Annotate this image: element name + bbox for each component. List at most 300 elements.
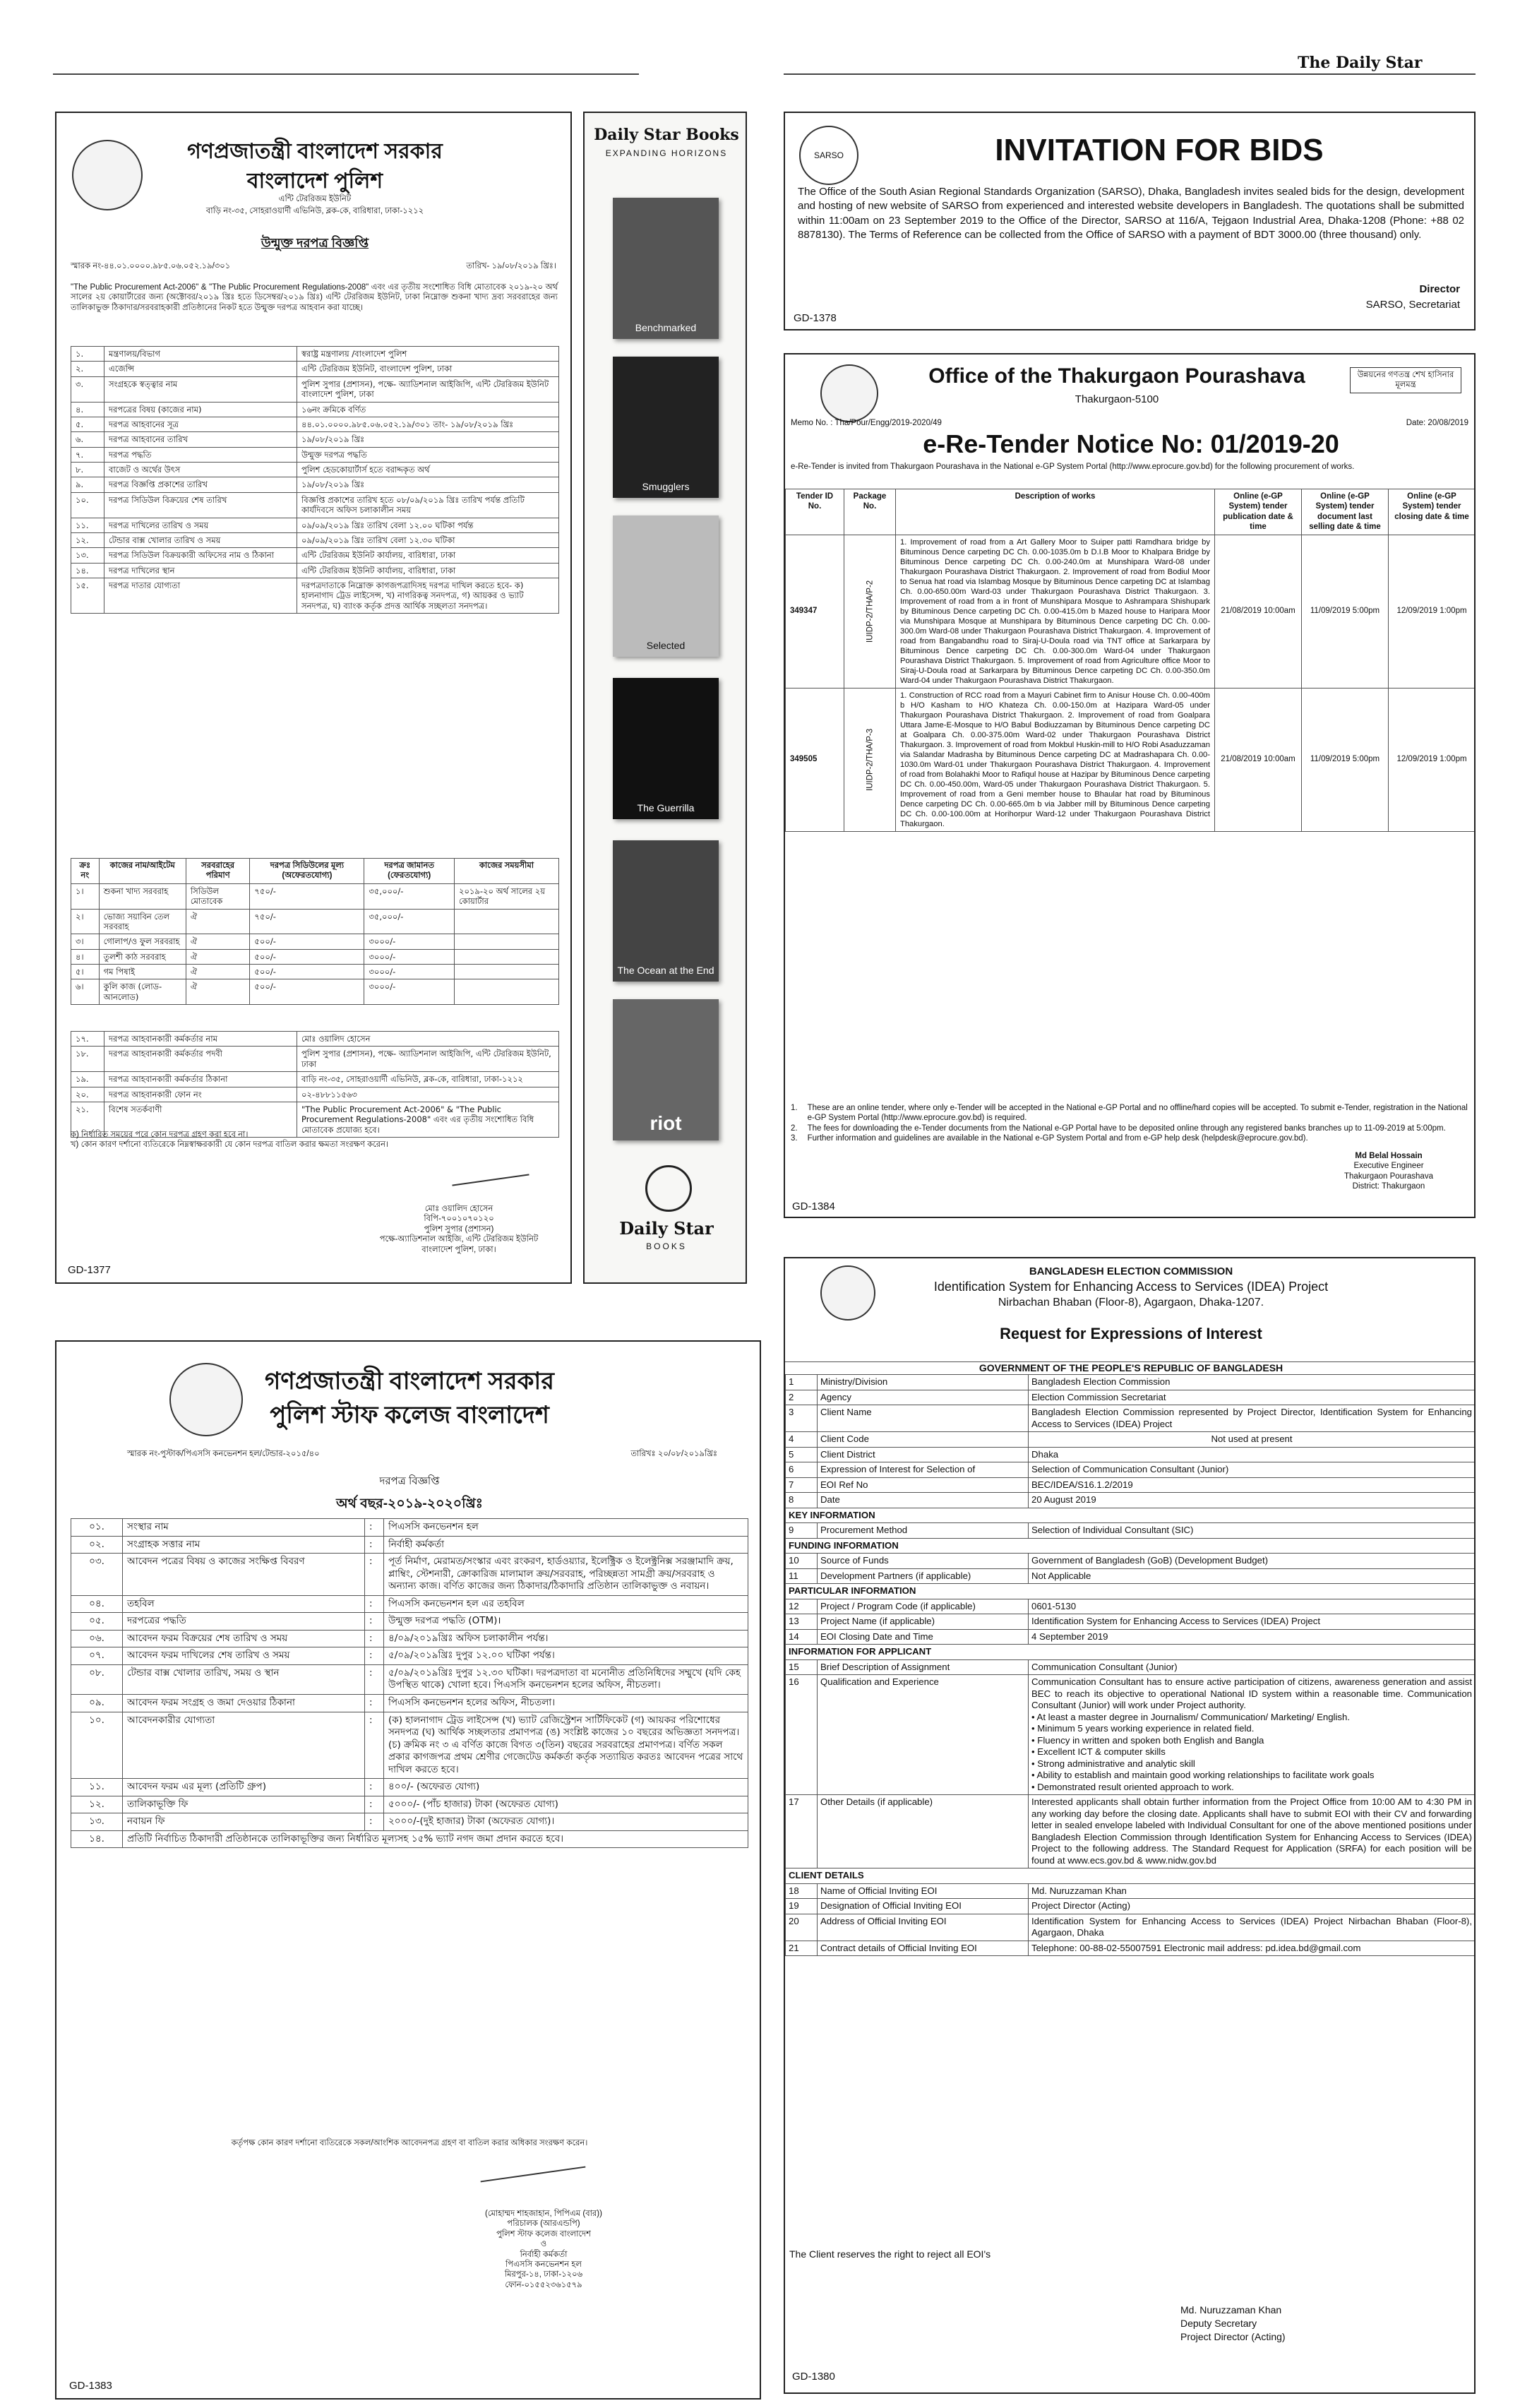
item-cell	[454, 949, 558, 964]
bec-gov: GOVERNMENT OF THE PEOPLE'S REPUBLIC OF BANGLADESH	[785, 1361, 1476, 1373]
row-label: Client Name	[818, 1405, 1029, 1432]
note-number: 3.	[791, 1134, 798, 1143]
note-item	[791, 1103, 1468, 1123]
row-value: Election Commission Secretariat	[1029, 1390, 1476, 1405]
table-row	[71, 1830, 748, 1848]
row-value: Project Director (Acting)	[1029, 1899, 1476, 1914]
note-b: খ) কোন কারণ দর্শানো ব্যতিরেকে নিম্নস্বাক্ষরকারী যে কোন দরপত্র বাতিল করার ক্ষমতা সংরক্ষণ করেন।	[71, 1140, 389, 1150]
section-title: FUNDING INFORMATION	[786, 1538, 1476, 1554]
sign-line: বিপি-৭০০১০৭০১২০	[424, 1215, 494, 1224]
row-number: ৭.	[71, 447, 104, 462]
package-no: IUIDP-2/THA/P-2	[844, 535, 896, 688]
tk-title: e-Re-Tender Notice No: 01/2019-20	[923, 429, 1339, 458]
note-text: Further information and guidelines are available in the National e-GP System Portal and from e-GP help desk (helpdesk@eprocure.gov.bd).	[807, 1134, 1308, 1143]
table-row	[71, 1664, 748, 1694]
item-cell: ৩০০০/-	[364, 934, 455, 949]
item-cell: ১।	[71, 883, 100, 909]
row-label: Designation of Official Inviting EOI	[818, 1899, 1029, 1914]
column-header: সরবরাহের পরিমাণ	[186, 859, 250, 884]
works-description: 1. Construction of RCC road from a Mayuri Cabinet firm to Anisur House Ch. 0.00-400m b H/O Kasham to H/O Khateza Ch. 0.00-150.0m at Hazipara Ward-05 under Thakurgaon Pourashava District Thakurgaon. 2. Improvement of road from Goalpara Uttara Jame-E-Mosque to H/O Babul Bodiuzzaman by Bituminous Dence carpeting DC at Goalpara Ch. 0.00-375.00m Ward-02 under Thakurgaon Pourashava District Thakurgaon. 3. Improvement of road from Mokbul Huskin-mill to H/O Robi Asaduzzaman via Salandar Madrasha by Bituminous Dence carpeting DC at Madrashapara Ch. 0.00-1030.0m Ward-01 under Thakurgaon Pourashava District Thakurgaon. 4. Improvement of road from Bolahakhi Moor to Rafiqul house at Hazipar by Bituminous Dence carpeting DC Ch. 0.00-450.00m, Ward-05 under Thakurgaon Pourashava District Thakurgaon. 5. Improvement of road from a Geni member house to Bhaular hat road by Bituminous Dence carpeting DC Ch. 0.00-665.0m b via Jabber mill by Bituminous Dence carpeting DC Ch. 0.00-100.00m at Horihorpur Ward-12 under Thakurgaon Pourashava District Thakurgaon.	[896, 688, 1215, 831]
signature	[481, 2166, 586, 2183]
row-label: দরপত্র আহবানকারী কর্মকর্তার নাম	[104, 1032, 297, 1047]
column-header: দরপত্র সিডিউলের মূল্য (অফেরতযোগ্য)	[250, 859, 364, 884]
separator: :	[365, 1519, 384, 1537]
table-row	[786, 1375, 1476, 1390]
item-cell: ৭৫০/-	[250, 909, 364, 934]
row-value: উন্মুক্ত দরপত্র পদ্ধতি (OTM)।	[384, 1613, 748, 1631]
item-cell: ৭৫০/-	[250, 883, 364, 909]
tender-id: 349347	[786, 535, 844, 688]
row-label: দরপত্র আহবানের তারিখ	[104, 432, 297, 447]
gd-code: GD-1384	[792, 1200, 835, 1212]
item-cell: তুলশী কাঠ সরবরাহ	[99, 949, 186, 964]
row-label: সংস্থার নাম	[123, 1519, 365, 1537]
row-label: Project / Program Code (if applicable)	[818, 1599, 1029, 1614]
tk-intro: e-Re-Tender is invited from Thakurgaon Pourashava in the National e-GP System Portal (http://www.eprocure.gov.bd) for the following procurement of works.	[791, 463, 1355, 471]
bec-reserve: The Client reserves the right to reject all EOI's	[789, 2248, 991, 2260]
note-item	[791, 1123, 1468, 1133]
psc-date: তারিখঃ ২০/০৮/২০১৯খ্রিঃ	[630, 1450, 717, 1458]
item-cell: ২।	[71, 909, 100, 934]
row-number: 18	[786, 1883, 818, 1899]
item-cell: ৩০০০/-	[364, 965, 455, 979]
table-row	[71, 432, 559, 447]
table-row	[786, 688, 1476, 831]
sign-line: ফোন-০১৫৫২৩৬১৫৭৯	[505, 2280, 582, 2289]
table-row	[786, 1477, 1476, 1493]
table-row	[71, 402, 559, 417]
row-number: 3	[786, 1405, 818, 1432]
tk-office: Office of the Thakurgaon Pourashava	[928, 364, 1305, 388]
row-value: দরপত্রদাতাকে নিম্নোক্ত কাগজপত্রাদিসহ দরপত্র দাখিল করতে হবে- ক) হালনাগাদ ট্রেড লাইসেন্স, খ) নাগরিকত্ব সনদপত্র, গ) আয়কর ও ভ্যাট সনদপত্র, ঘ) ব্যাংক কর্তৃক প্রদত্ত আর্থিক সচ্ছলতা সনদপত্র।	[297, 578, 559, 614]
row-value: BEC/IDEA/S16.1.2/2019	[1029, 1477, 1476, 1493]
item-cell: ২০১৯-২০ অর্থ সালের ২য় কোয়ার্টার	[454, 883, 558, 909]
book-cover: The Guerrilla	[613, 678, 719, 819]
works-description: 1. Improvement of road from a Art Gallery Moor to Suiper patti Ramdhara bridge by Bituminous Dence carpeting DC Ch. 0.00-1035.0m b D.I.B Moor to Khalpara Bridge by Bituminous Dence carpeting DC Ch. 0.00-240.0m at Munshipara Ward-08 under Thakurgaon Pourashava District Thakurgaon. 2. Improvement of road from Bodiul Moor to Senua hat road via Islambag Mosque by Bituminous Dence carpeting DC at Islambag Ch. 0.00-650.00m Ward-03 under Thakurgaon Pourashava District Thakurgaon. 3. Improvement of road from a in front of Munshipara Mosque to Ashrampara Shishupark by Bituminous Dence carpeting DC Ch. 0.00-415.0m b Mazed house to Haripara Moor via Munshipara Mosque at Munshipara by Bituminous Dence carpeting DC Ch. 0.00-300.0m Ward-08 under Thakurgaon Pourashava District Thakurgaon. 4. Improvement of road from Bangabandhu road to Siraj-U-Doula road via TNT office at Sarkarpara by Bituminous Dence carpeting DC Ch. 0.00-300.0m Ward-04 under Thakurgaon Pourashava District Thakurgaon. 5. Improvement of road from Agriculture office Moor to Siraj-U-Doula road at Sarkarpara by Bituminous Dence carpeting DC Ch. 0.00-350.0m Ward-04 under Thakurgaon Pourashava District Thakurgaon.	[896, 535, 1215, 688]
table-row	[71, 1647, 748, 1665]
row-label: দরপত্র আহবানকারী কর্মকর্তার পদবী	[104, 1047, 297, 1072]
bec-title: Request for Expressions of Interest	[1000, 1325, 1262, 1342]
note-item	[791, 1133, 1468, 1143]
row-label: টেন্ডার বাক্স খোলার তারিখ ও সময়	[104, 532, 297, 547]
item-cell	[454, 934, 558, 949]
row-label: Agency	[818, 1390, 1029, 1405]
tk-place: Thakurgaon-5100	[1075, 393, 1159, 405]
row-label: দরপত্র আহবানের সূত্র	[104, 417, 297, 431]
tk-date: Date: 20/08/2019	[1406, 419, 1468, 427]
row-value: পুলিশ সুপার (প্রশাসন), পক্ষে- অ্যাডিশনাল আইজিপি, এন্টি টেররিজম ইউনিট বাংলাদেশ পুলিশ, ঢাকা	[297, 376, 559, 402]
row-value: ০৯/০৯/২০১৯ খ্রিঃ তারিখ বেলা ১২.০০ ঘটিকা পর্যন্ত	[297, 518, 559, 532]
row-number: ২০.	[71, 1087, 104, 1102]
book-cover: riot	[613, 999, 719, 1140]
row-number: ০৪.	[71, 1595, 123, 1613]
row-value: ৪/০৯/২০১৯খ্রিঃ অফিস চলাকালীন পর্যন্ত।	[384, 1630, 748, 1647]
row-number: ১৪.	[71, 1830, 123, 1848]
item-cell: ঐ	[186, 949, 250, 964]
table-row	[71, 1536, 748, 1554]
sign-line: Project Director (Acting)	[1180, 2330, 1286, 2342]
row-value: Communication Consultant has to ensure active participation of citizens, awareness generation and assist BEC to reach its objective to operational National ID system within a reasonable time. Communication Consultant (Junior) will work under Project authority. • At least a master degree in Journalism/ Communication/ Marketing/ English. • Minimum 5 years working experience in related field. • Fluency in written and spoken both English and Bangla • Excellent ICT & computer skills • Strong administrative and analytic skill • Ability to establish and maintain good working relationships to facilitate work goals • Demonstrated result oriented approach to work.	[1029, 1675, 1476, 1795]
row-label: Brief Description of Assignment	[818, 1659, 1029, 1675]
books-brand: Daily Star Books	[594, 126, 739, 144]
column-header: Online (e-GP System) tender publication date & time	[1215, 489, 1302, 535]
section-header	[786, 1868, 1476, 1884]
row-label: দরপত্র সিডিউল বিক্রয়ের শেষ তারিখ	[104, 492, 297, 518]
row-value: Selection of Communication Consultant (Junior)	[1029, 1462, 1476, 1478]
row-value: Dhaka	[1029, 1447, 1476, 1462]
table-row	[71, 532, 559, 547]
section-title: INFORMATION FOR APPLICANT	[786, 1645, 1476, 1660]
table-row	[71, 934, 559, 949]
tk-memo: Memo No. : Tha/Pour/Engg/2019-2020/49	[791, 419, 942, 427]
ad1377-title1: গণপ্রজাতন্ত্রী বাংলাদেশ সরকার	[187, 140, 443, 163]
row-number: 11	[786, 1568, 818, 1584]
column-header: Tender ID No.	[786, 489, 844, 535]
row-value: Communication Consultant (Junior)	[1029, 1659, 1476, 1675]
section-header	[786, 1508, 1476, 1523]
row-value: "The Public Procurement Act-2006" & "The Public Procurement Regulations-2008" এবং এর তৃতীয় সংশোধিত বিধি মোতাবেক প্রযোজ্য হবে।	[297, 1102, 559, 1137]
row-value: ০৯/০৯/২০১৯ খ্রিঃ তারিখ বেলা ১২.৩০ ঘটিকা	[297, 532, 559, 547]
ad1377-items-table	[71, 858, 559, 1005]
column-header: Package No.	[844, 489, 896, 535]
top-rule-right	[784, 73, 1476, 75]
table-row	[71, 1032, 559, 1047]
row-number: ৮.	[71, 463, 104, 477]
row-label: EOI Closing Date and Time	[818, 1629, 1029, 1645]
note-text: These are an online tender, where only e-Tender will be accepted in the National e-GP Portal and no offline/hard copies will be accepted. To submit e-Tender, registration in the National e-GP System Portal (http://www.eprocure.gov.bd) is required.	[807, 1104, 1468, 1123]
item-cell	[454, 979, 558, 1005]
separator: :	[365, 1813, 384, 1831]
package-no: IUIDP-2/THA/P-3	[844, 688, 896, 831]
row-label: দরপত্র সিডিউল বিক্রয়কারী অফিসের নাম ও ঠিকানা	[104, 548, 297, 563]
column-header: ক্রঃ নং	[71, 859, 100, 884]
row-value: মোঃ ওয়ালিদ হোসেন	[297, 1032, 559, 1047]
item-cell: ৫।	[71, 965, 100, 979]
row-number: 4	[786, 1432, 818, 1448]
row-value: (ক) হালনাগাদ ট্রেড লাইসেন্স (খ) ভ্যাট রেজিস্ট্রেশন সার্টিফিকেট (গ) আয়কর পরিশোধের সনদপত্র (ঘ) আর্থিক সচ্ছলতার প্রমাণপত্র (ঙ) সংশ্লিষ্ট কাজের ১০ বছরের অভিজ্ঞতা সনদপত্র। (চ) ক্রমিক নং ৩ এ বর্ণিত কাজে বিগত ৩(তিন) বছরের সরবরাহের প্রমাণপত্র। বর্ণিত সকল প্রকার কাগজপত্র প্রথম শ্রেণীর গেজেটেড কর্মকর্তা কর্তৃক সত্যায়িত করতঃ আবেদন পত্রের সাথে দাখিল করতে হবে।	[384, 1712, 748, 1779]
row-value: Bangladesh Election Commission	[1029, 1375, 1476, 1390]
ad1377-intro: "The Public Procurement Act-2006" & "The Public Procurement Regulations-2008" এবং এর তৃতীয় সংশোধিত বিধি মোতাবেক ২০১৯-২০ অর্থ সালের ২য় কোয়ার্টারের জন্য (অক্টোবর/২০১৯ খ্রিঃ হতে ডিসেম্বর/২০১৯ খ্রিঃ) এন্টি টেররিজম ইউনিট, ঢাকা নিম্নোক্ত শুকনা খাদ্য দ্রব্য সরবরাহের জন্য তালিকাভুক্ত ঠিকাদার/সরবরাহকারী প্রতিষ্ঠানের নিকট হতে উন্মুক্ত দরপত্র আহবান করা যাচ্ছে।	[71, 283, 558, 312]
row-number: 12	[786, 1599, 818, 1614]
table-row	[786, 1568, 1476, 1584]
row-label: এজেন্সি	[104, 362, 297, 376]
table-row	[786, 1883, 1476, 1899]
row-number: 17	[786, 1795, 818, 1868]
table-row	[71, 447, 559, 462]
sign-line: পরিচালক (আরএন্ডপি)	[507, 2219, 580, 2229]
row-value: উন্মুক্ত দরপত্র পদ্ধতি	[297, 447, 559, 462]
column-header: Online (e-GP System) tender closing date & time	[1389, 489, 1476, 535]
sign-line: মোঃ ওয়ালিদ হোসেন	[424, 1205, 493, 1213]
row-value: ২০০০/-(দুই হাজার) টাকা (অফেরত যোগ্য)।	[384, 1813, 748, 1831]
row-label: বাজেট ও অর্থের উৎস	[104, 463, 297, 477]
row-number: ০৫.	[71, 1613, 123, 1631]
row-number: ১৮.	[71, 1047, 104, 1072]
sarso-logo-icon: SARSO	[799, 126, 858, 185]
books-tagline: EXPANDING HORIZONS	[605, 148, 728, 158]
row-value: ১৬নং ক্রমিকে বর্ণিত	[297, 402, 559, 417]
row-label: আবেদন ফরম এর মূল্য (প্রতিটি গ্রুপ)	[123, 1779, 365, 1796]
table-header	[71, 859, 559, 884]
item-cell: ঐ	[186, 934, 250, 949]
table-row	[786, 1629, 1476, 1645]
row-number: ১২.	[71, 532, 104, 547]
table-row	[71, 1796, 748, 1813]
row-number: ০১.	[71, 1519, 123, 1537]
bec-table	[785, 1374, 1476, 1956]
row-value: Telephone: 00-88-02-55007591 Electronic mail address: pd.idea.bd@gmail.com	[1029, 1941, 1476, 1956]
row-number: ৬.	[71, 432, 104, 447]
row-label: দরপত্র দাখিলের স্থান	[104, 563, 297, 578]
row-number: ৯.	[71, 477, 104, 492]
column-header: কাজের নাম/আইটেম	[99, 859, 186, 884]
row-number: 9	[786, 1523, 818, 1539]
row-number: 20	[786, 1914, 818, 1941]
section-title: CLIENT DETAILS	[786, 1868, 1476, 1884]
row-label: সংগ্রাহক সত্তার নাম	[123, 1536, 365, 1554]
row-number: ০৭.	[71, 1647, 123, 1665]
bec-org: BANGLADESH ELECTION COMMISSION	[1029, 1265, 1233, 1277]
table-row	[786, 1390, 1476, 1405]
table-row	[71, 1813, 748, 1831]
section-header	[786, 1584, 1476, 1599]
row-label: Date	[818, 1493, 1029, 1508]
row-label: Development Partners (if applicable)	[818, 1568, 1029, 1584]
psc-footnote: কর্তৃপক্ষ কোন কারণ দর্শানো ব্যতিরেকে সকল/আংশিক আবেদনপত্র গ্রহণ বা বাতিল করার অধিকার সংরক্ষণ করেন।	[231, 2139, 588, 2147]
row-number: ১১.	[71, 1779, 123, 1796]
ad1377-table	[71, 346, 559, 614]
publication-date: 21/08/2019 10:00am	[1215, 688, 1302, 831]
row-label: Source of Funds	[818, 1554, 1029, 1569]
row-label: আবেদন ফরম সংগ্রহ ও জমা দেওয়ার ঠিকানা	[123, 1695, 365, 1712]
separator: :	[365, 1613, 384, 1631]
gd-code: GD-1383	[69, 2380, 112, 2392]
sign-line: Md Belal Hossain	[1355, 1152, 1423, 1160]
row-number: ১০.	[71, 1712, 123, 1779]
table-row	[786, 1599, 1476, 1614]
column-header: কাজের সময়সীমা	[454, 859, 558, 884]
separator: :	[365, 1796, 384, 1813]
table-row	[71, 1613, 748, 1631]
gd-code: GD-1380	[792, 2371, 835, 2383]
section-title: KEY INFORMATION	[786, 1508, 1476, 1523]
item-cell: গোলাপ/ও ফুল সরবরাহ	[99, 934, 186, 949]
sarso-body: The Office of the South Asian Regional Standards Organization (SARSO), Dhaka, Bangladesh invites sealed bids for the design, development and hosting of new website of SARSO from experienced and interested website developers in Bangladesh. The quotations shall be submitted within 11:00am on 23 September 2019 to the Office of the Director, SARSO at 116/A, Tejgaon Industrial Area, Dhaka-1208 (Phone: +88 02 8878130). The Terms of Reference can be collected from the Office of SARSO with a payment of BDT 3000.00 (three thousand) only.	[798, 186, 1464, 241]
row-number: ৫.	[71, 417, 104, 431]
row-value: 4 September 2019	[1029, 1629, 1476, 1645]
row-number: ০৯.	[71, 1695, 123, 1712]
sign-line: পক্ষে-অ্যাডিশনাল আইজি, এন্টি টেররিজম ইউনিট	[379, 1235, 539, 1244]
row-number: 15	[786, 1659, 818, 1675]
books-footer: Daily Star	[619, 1218, 714, 1239]
note-number: 2.	[791, 1123, 798, 1133]
selling-date: 11/09/2019 5:00pm	[1302, 688, 1389, 831]
table-row	[71, 563, 559, 578]
row-number: 1	[786, 1375, 818, 1390]
psc-title1: গণপ্রজাতন্ত্রী বাংলাদেশ সরকার	[264, 1368, 554, 1395]
ad1377-title2: বাংলাদেশ পুলিশ	[246, 169, 383, 193]
table-row	[71, 1087, 559, 1102]
ad-police-atu	[55, 112, 572, 1284]
row-number: ১৫.	[71, 578, 104, 614]
item-cell: ঐ	[186, 979, 250, 1005]
row-value: ০২-৪৮৮১১৫৬৩	[297, 1087, 559, 1102]
row-label: দরপত্র পদ্ধতি	[104, 447, 297, 462]
separator: :	[365, 1595, 384, 1613]
row-label: দরপত্র আহবানকারী ফোন নং	[104, 1087, 297, 1102]
table-row	[71, 1595, 748, 1613]
top-rule-left	[53, 73, 639, 75]
table-row	[71, 518, 559, 532]
row-value: পিএসসি কনভেনশন হলের অফিস, নীচতলা।	[384, 1695, 748, 1712]
row-number: ৪.	[71, 402, 104, 417]
table-row	[786, 1795, 1476, 1868]
psc-year: অর্থ বছর-২০১৯-২০২০খ্রিঃ	[336, 1496, 483, 1511]
row-label: আবেদনকারীর যোগ্যতা	[123, 1712, 365, 1779]
row-value: এন্টি টেররিজম ইউনিট কার্যালয়, বারিধারা, ঢাকা	[297, 563, 559, 578]
table-row	[71, 1554, 748, 1596]
separator: :	[365, 1554, 384, 1596]
table-row	[786, 1462, 1476, 1478]
row-number: ১৩.	[71, 1813, 123, 1831]
sign-line: Md. Nuruzzaman Khan	[1180, 2304, 1282, 2315]
table-row	[71, 1519, 748, 1537]
row-value: বিজ্ঞপ্তি প্রকাশের তারিখ হতে ০৮/০৯/২০১৯ খ্রিঃ তারিখ পর্যন্ত প্রতিটি কার্যদিবসে অফিস চলাকালীন সময়	[297, 492, 559, 518]
ad1377-table2	[71, 1031, 559, 1138]
row-number: ৩.	[71, 376, 104, 402]
row-value: Interested applicants shall obtain further information from the Project Office from 10:00 AM to 4:30 PM in any working day before the closing date. Applicants shall have to submit EOI with their CV and forwarding letter in sealed envelope labeled with Individual Consultant for one of the above mentioned positions under Bangladesh Election Commission through Identification System for Enhancing Access to Services (IDEA) Project to the following address. The Standard Request for Application (SRFA) for each position will be found at www.ecs.gov.bd & www.nidw.gov.bd	[1029, 1795, 1476, 1868]
item-cell: ৬।	[71, 979, 100, 1005]
row-value: পিএসসি কনভেনশন হল এর তহবিল	[384, 1595, 748, 1613]
item-cell: কুলি কাজ (লোড-আনলোড)	[99, 979, 186, 1005]
row-value: ৫/০৯/২০১৯খ্রিঃ দুপুর ১২.০০ ঘটিকা পর্যন্ত।	[384, 1647, 748, 1665]
row-number: ২১.	[71, 1102, 104, 1137]
bec-project: Identification System for Enhancing Access to Services (IDEA) Project	[933, 1280, 1329, 1294]
row-number: ১১.	[71, 518, 104, 532]
column-header: Description of works	[896, 489, 1215, 535]
bec-addr: Nirbachan Bhaban (Floor-8), Agargaon, Dhaka-1207.	[998, 1297, 1264, 1309]
table-row	[71, 949, 559, 964]
row-number: ১৩.	[71, 548, 104, 563]
row-number: 7	[786, 1477, 818, 1493]
tk-sign	[1307, 1151, 1470, 1192]
row-label: Qualification and Experience	[818, 1675, 1029, 1795]
table-row	[786, 1447, 1476, 1462]
sign-line: পুলিশ সুপার (প্রশাসন)	[424, 1224, 494, 1234]
item-cell: সিডিউল মোতাবেক	[186, 883, 250, 909]
table-row	[71, 362, 559, 376]
row-label: Other Details (if applicable)	[818, 1795, 1029, 1868]
row-value: ১৯/০৮/২০১৯ খ্রিঃ	[297, 477, 559, 492]
row-value: ৫/০৯/২০১৯খ্রিঃ দুপুর ১২.৩০ ঘটিকা। দরপত্রদাতা বা মনোনীত প্রতিনিধিদের সম্মুখে (যদি কেহ উপস্থিত থাকে) খোলা হবে। পিএসসি কনভেনশন হলের অফিস, নীচতলা।	[384, 1664, 748, 1694]
row-number: ০৬.	[71, 1630, 123, 1647]
separator: :	[365, 1630, 384, 1647]
row-number: 2	[786, 1390, 818, 1405]
row-number: ১৯.	[71, 1072, 104, 1087]
row-number: 6	[786, 1462, 818, 1478]
table-row	[786, 535, 1476, 688]
owl-logo-icon	[645, 1165, 692, 1212]
sign-line: পুলিশ স্টাফ কলেজ বাংলাদেশ	[496, 2229, 591, 2239]
row-label: নবায়ন ফি	[123, 1813, 365, 1831]
psc-title2: পুলিশ স্টাফ কলেজ বাংলাদেশ	[270, 1402, 549, 1429]
section-header	[786, 1538, 1476, 1554]
row-value: পিএসসি কনভেনশন হল	[384, 1519, 748, 1537]
closing-date: 12/09/2019 1:00pm	[1389, 688, 1476, 831]
item-cell: ভোজ্য সয়াবিন তেল সরবরাহ	[99, 909, 186, 934]
item-cell: ৪।	[71, 949, 100, 964]
table-row	[786, 1675, 1476, 1795]
gd-code: GD-1377	[68, 1264, 111, 1276]
row-label: দরপত্রের বিষয় (কাজের নাম)	[104, 402, 297, 417]
column-header: দরপত্র জামানত (ফেরতযোগ্য)	[364, 859, 455, 884]
row-value: Md. Nuruzzaman Khan	[1029, 1883, 1476, 1899]
table-row	[71, 1630, 748, 1647]
masthead: The Daily Star	[1298, 54, 1423, 72]
row-number: ০২.	[71, 1536, 123, 1554]
row-label: সংগ্রহকে স্বত্ত্বার নাম	[104, 376, 297, 402]
ad-thakurgaon	[784, 353, 1476, 1218]
table-row	[786, 1941, 1476, 1956]
row-label: দরপত্র দাতার যোগ্যতা	[104, 578, 297, 614]
sign-line: বাংলাদেশ পুলিশ, ঢাকা।	[421, 1245, 496, 1254]
sign-line: District: Thakurgaon	[1352, 1182, 1425, 1191]
item-cell: ৫০০/-	[250, 965, 364, 979]
ad-police-staff-college	[55, 1340, 761, 2400]
table-row	[71, 1712, 748, 1779]
section-header	[786, 1645, 1476, 1660]
table-row	[71, 347, 559, 362]
row-number: ১০.	[71, 492, 104, 518]
row-number: 5	[786, 1447, 818, 1462]
table-row	[786, 1493, 1476, 1508]
row-number: 8	[786, 1493, 818, 1508]
sign-line: Executive Engineer	[1353, 1162, 1424, 1171]
row-value: Government of Bangladesh (GoB) (Development Budget)	[1029, 1554, 1476, 1569]
psc-table	[71, 1518, 748, 1848]
separator: :	[365, 1695, 384, 1712]
table-row	[71, 1779, 748, 1796]
row-value: নির্বাহী কর্মকর্তা	[384, 1536, 748, 1554]
row-label: Procurement Method	[818, 1523, 1029, 1539]
item-cell: ৩৫,০০০/-	[364, 909, 455, 934]
row-value: ১৯/০৮/২০১৯ খ্রিঃ	[297, 432, 559, 447]
item-cell: ৫০০/-	[250, 949, 364, 964]
book-cover: The Ocean at the End	[613, 840, 719, 982]
row-value: Selection of Individual Consultant (SIC)	[1029, 1523, 1476, 1539]
row-label: দরপত্র দাখিলের তারিখ ও সময়	[104, 518, 297, 532]
table-row	[71, 463, 559, 477]
row-value: পুলিশ সুপার (প্রশাসন), পক্ষে- অ্যাডিশনাল আইজিপি, এন্টি টেররিজম ইউনিট, ঢাকা	[297, 1047, 559, 1072]
sign-line: নির্বাহী কর্মকর্তা	[520, 2250, 568, 2259]
row-number: 21	[786, 1941, 818, 1956]
row-value: পুলিশ হেডকোয়ার্টার্স হতে বরাদ্দকৃত অর্থ	[297, 463, 559, 477]
row-number: ১৪.	[71, 563, 104, 578]
table-row	[71, 548, 559, 563]
ad-election-commission	[784, 1257, 1476, 2394]
table-row	[71, 477, 559, 492]
table-row	[786, 1899, 1476, 1914]
row-label: দরপত্র বিজ্ঞপ্তি প্রকাশের তারিখ	[104, 477, 297, 492]
sign-line: পিএসসি কনভেনশন হল	[505, 2260, 582, 2269]
table-header	[786, 489, 1476, 535]
psc-sign	[409, 2209, 678, 2290]
row-value: স্বরাষ্ট্র মন্ত্রণালয় /বাংলাদেশ পুলিশ	[297, 347, 559, 362]
column-header: Online (e-GP System) tender document last selling date & time	[1302, 489, 1389, 535]
row-value: ৪৪.০১.০০০০.৯৮৫.০৬.০৫২.১৯/৩০১ তাং- ১৯/০৮/২০১৯ খ্রিঃ	[297, 417, 559, 431]
table-row	[71, 417, 559, 431]
publication-date: 21/08/2019 10:00am	[1215, 535, 1302, 688]
